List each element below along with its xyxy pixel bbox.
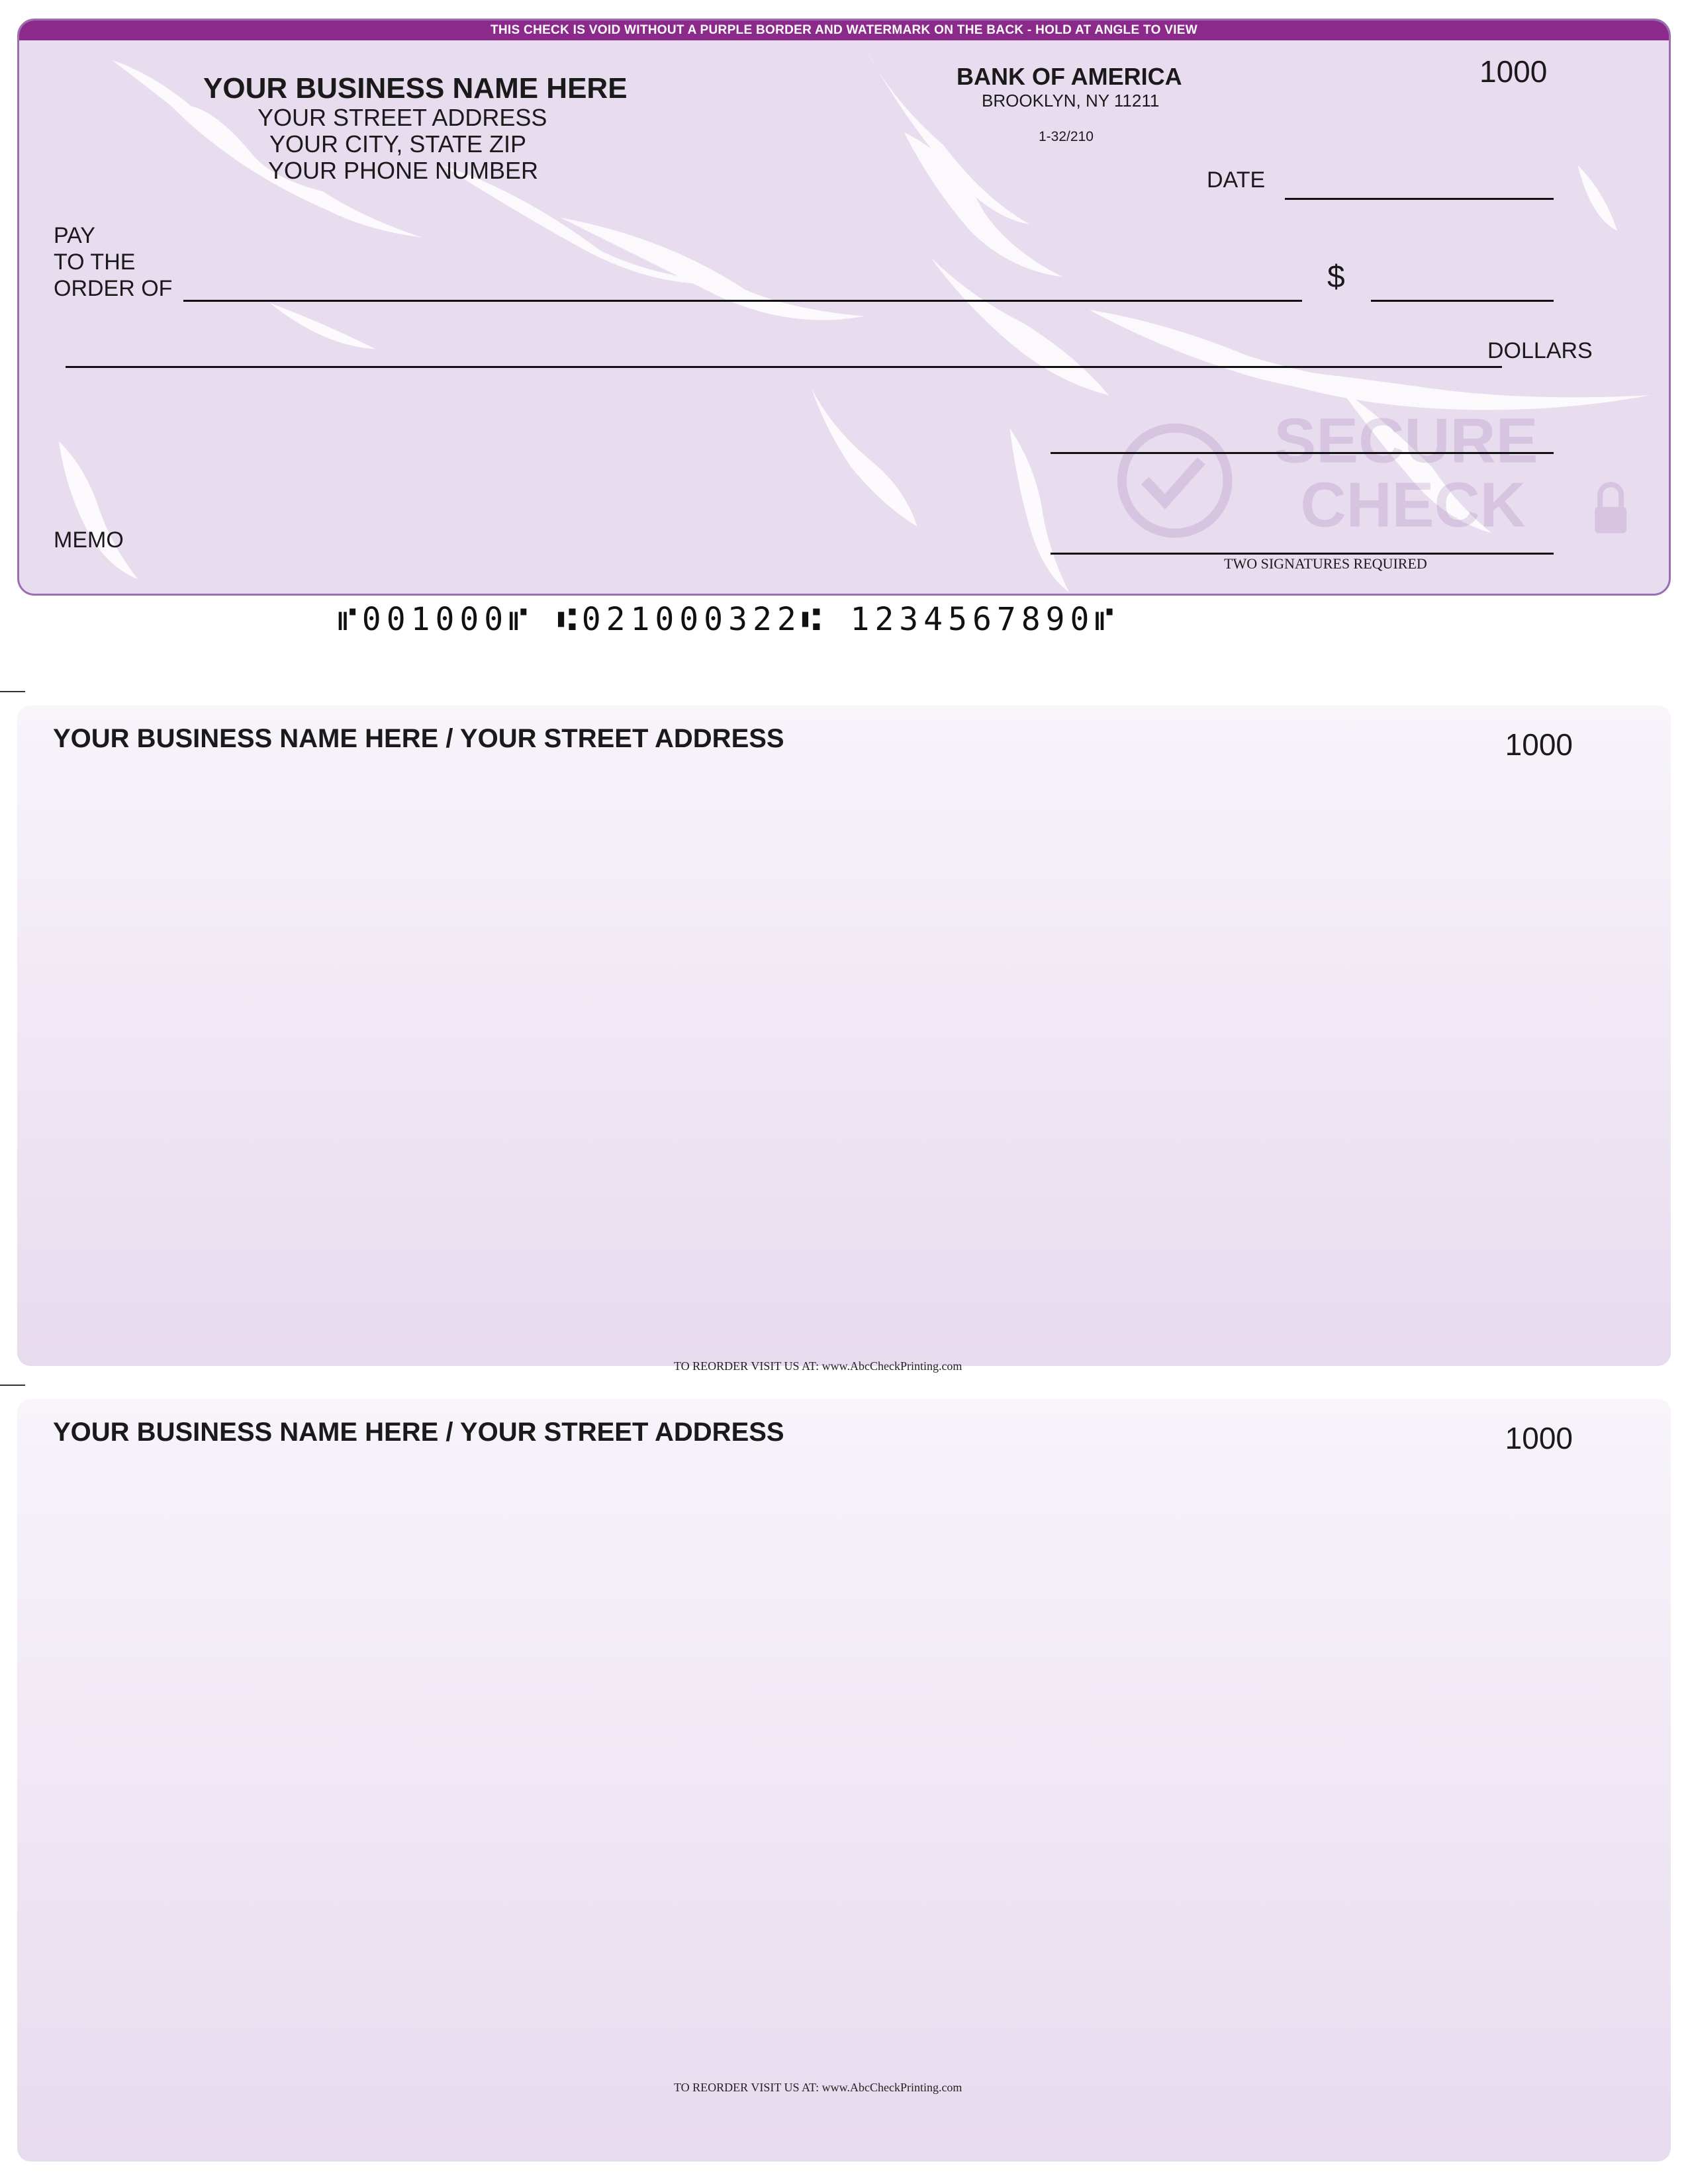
- written-amount-line[interactable]: [66, 366, 1502, 368]
- stub-1: [17, 705, 1671, 1366]
- void-warning-banner: THIS CHECK IS VOID WITHOUT A PURPLE BORDER AND WATERMARK ON THE BACK - HOLD AT ANGLE TO VIEW: [19, 21, 1669, 40]
- signatures-note: TWO SIGNATURES REQUIRED: [1224, 555, 1427, 572]
- check-number: 1000: [1479, 54, 1548, 89]
- pay-label-line1: PAY: [54, 223, 95, 248]
- business-phone: YOUR PHONE NUMBER: [268, 157, 539, 184]
- signature-line-1[interactable]: [1051, 452, 1554, 454]
- reorder-note-2: TO REORDER VISIT US AT: www.AbcCheckPrinting.com: [674, 2081, 962, 2094]
- business-street: YOUR STREET ADDRESS: [258, 104, 547, 131]
- stub-2: [17, 1399, 1671, 2161]
- svg-text:CHECK: CHECK: [1300, 470, 1526, 541]
- pay-label-line2: TO THE: [54, 250, 136, 275]
- stub-title: YOUR BUSINESS NAME HERE / YOUR STREET ADDRESS: [53, 724, 784, 753]
- bank-city: BROOKLYN, NY 11211: [982, 91, 1160, 111]
- business-name: YOUR BUSINESS NAME HERE: [203, 72, 628, 105]
- dollar-sign: $: [1327, 259, 1345, 295]
- date-line[interactable]: [1285, 198, 1554, 200]
- date-label: DATE: [1207, 167, 1266, 193]
- perforation-mark-1: [0, 691, 25, 692]
- bank-name: BANK OF AMERICA: [957, 63, 1182, 90]
- dollars-label: DOLLARS: [1487, 338, 1593, 363]
- pay-label-line3: ORDER OF: [54, 276, 173, 301]
- amount-box-line[interactable]: [1371, 300, 1554, 302]
- check: [17, 19, 1671, 596]
- reorder-note-1: TO REORDER VISIT US AT: www.AbcCheckPrinting.com: [674, 1359, 962, 1373]
- stub-title: YOUR BUSINESS NAME HERE / YOUR STREET ADDRESS: [53, 1418, 784, 1447]
- stub-check-number: 1000: [1505, 727, 1573, 762]
- memo-label: MEMO: [54, 527, 124, 553]
- business-city: YOUR CITY, STATE ZIP: [269, 130, 527, 158]
- signature-line-2[interactable]: [1051, 553, 1554, 555]
- routing-fraction: 1-32/210: [1039, 129, 1094, 144]
- micr-line: ⑈001000⑈ ⑆021000322⑆ 1234567890⑈: [338, 601, 1119, 638]
- stub-check-number: 1000: [1505, 1421, 1573, 1455]
- perforation-mark-2: [0, 1385, 25, 1386]
- payee-line[interactable]: [183, 300, 1302, 302]
- svg-text:SECURE: SECURE: [1274, 406, 1538, 477]
- watermark: [1122, 406, 1626, 541]
